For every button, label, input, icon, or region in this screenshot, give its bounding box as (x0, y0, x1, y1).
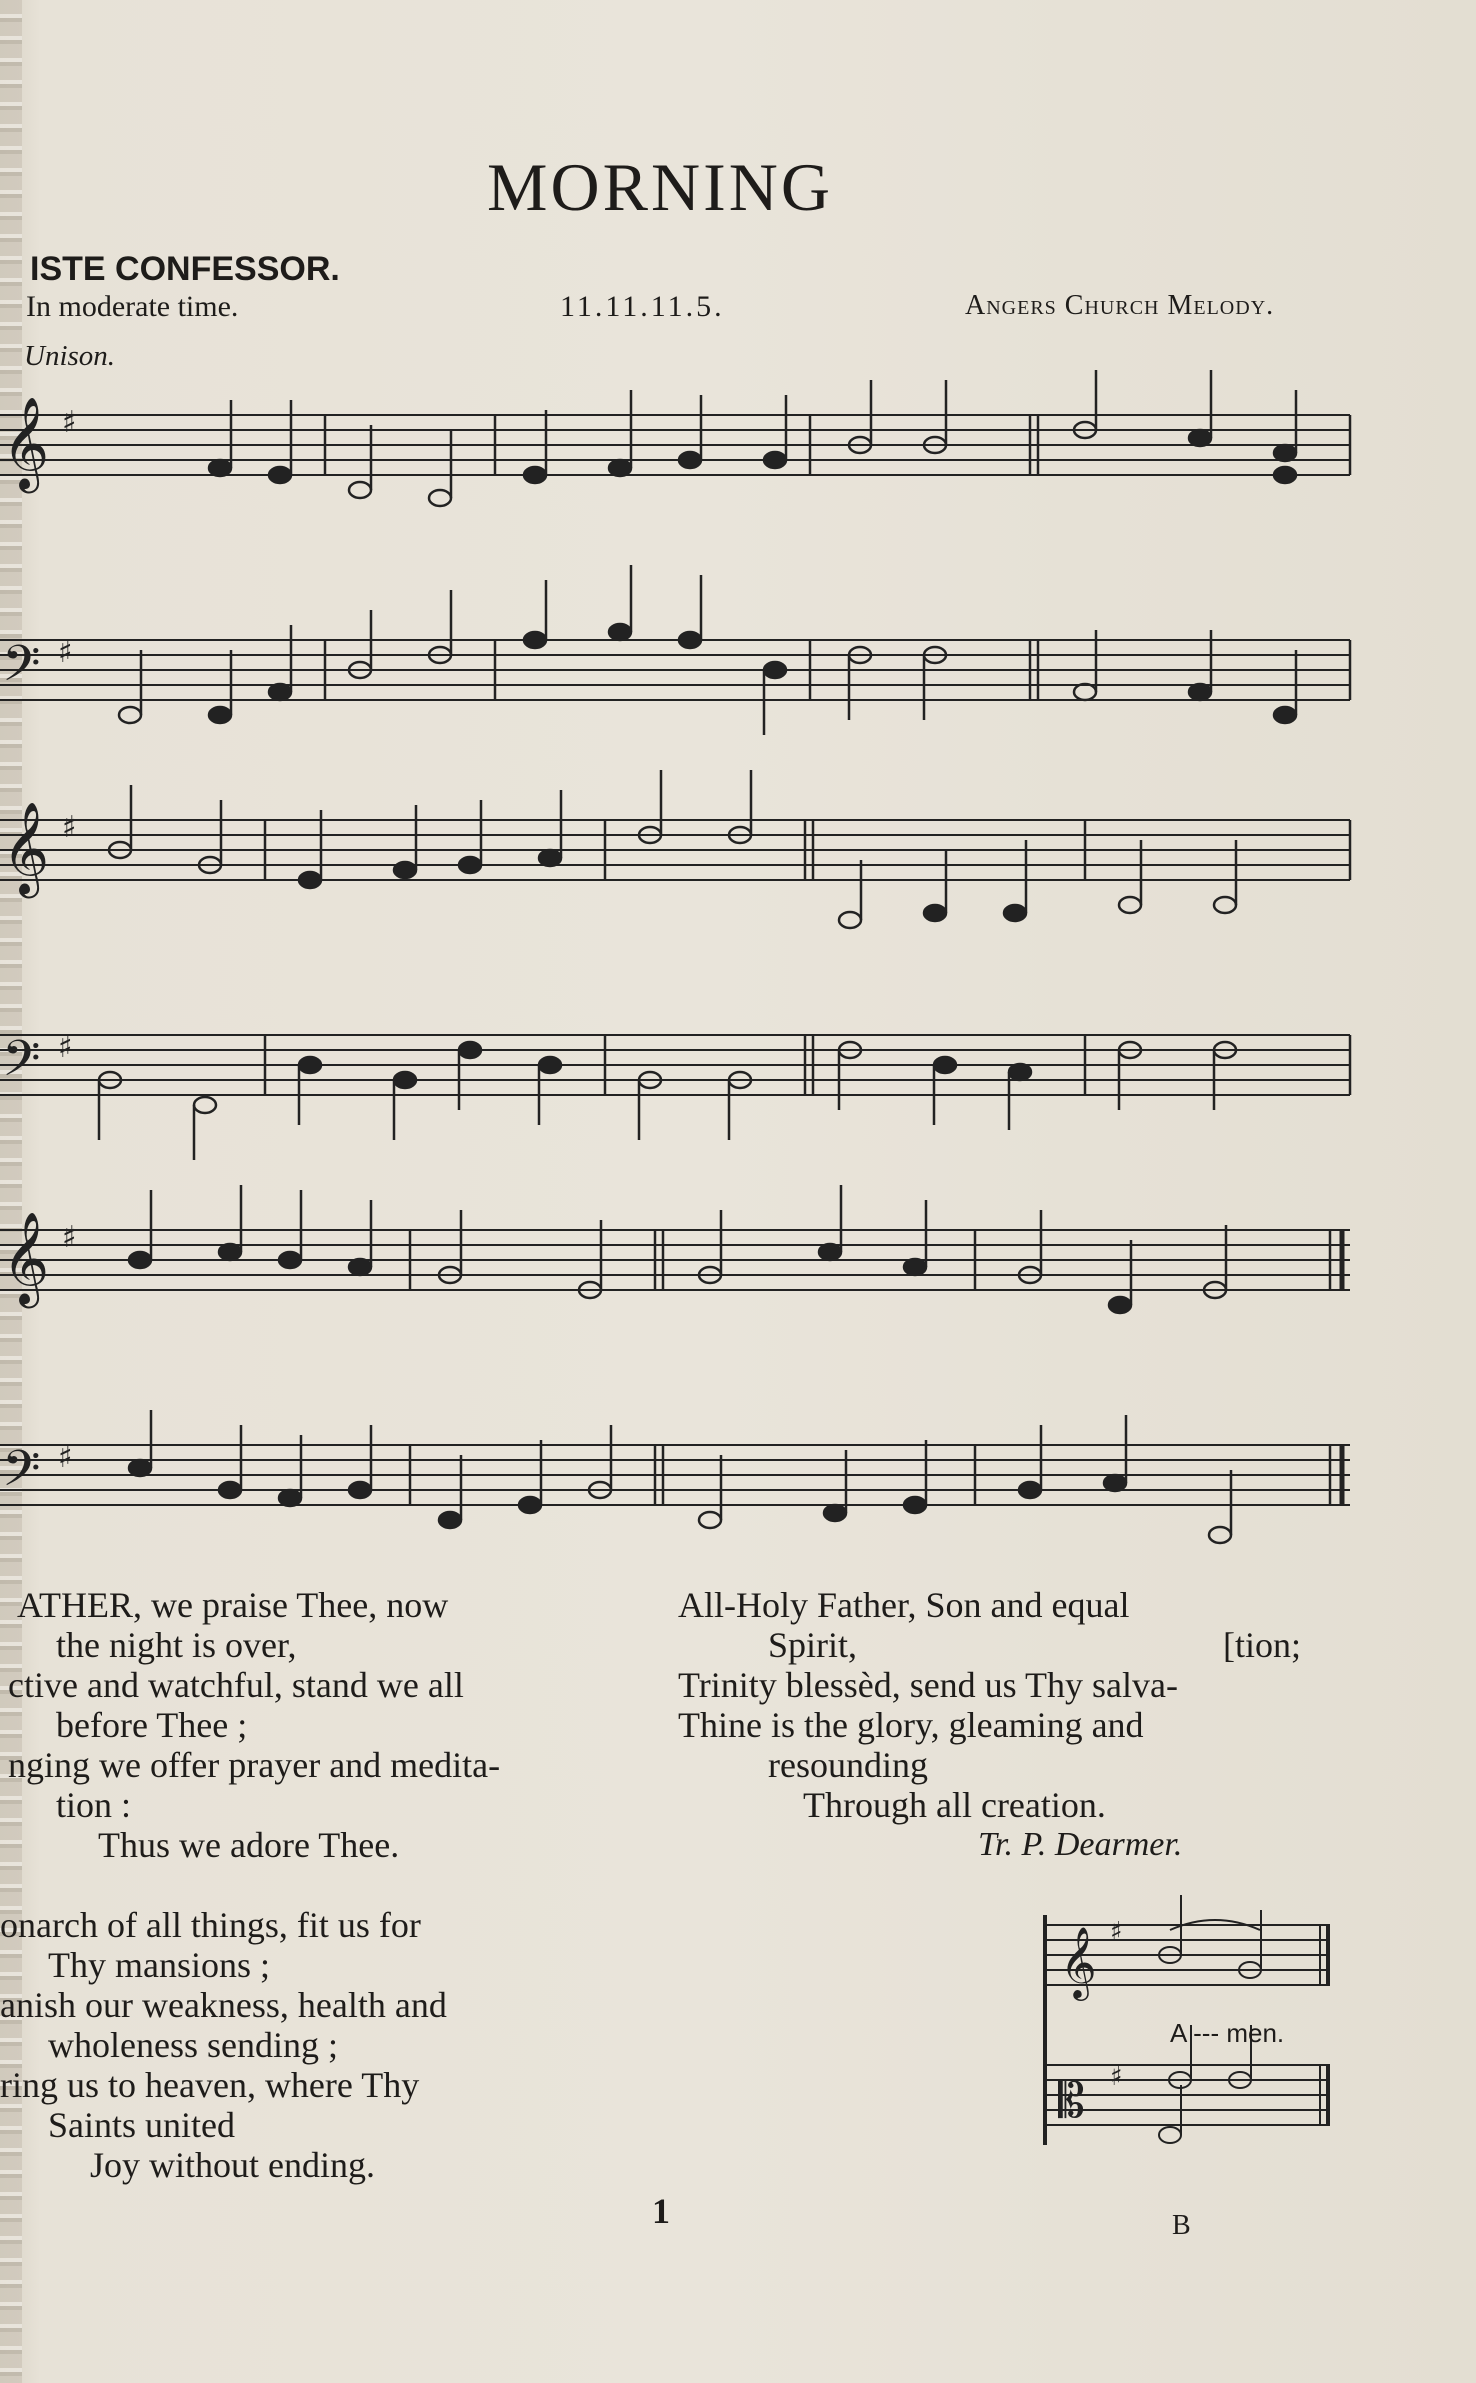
verse-line-part: [tion; (1223, 1625, 1301, 1665)
verse-line: Thine is the glory, gleaming and (678, 1705, 1144, 1745)
verse-line: resounding (768, 1745, 928, 1785)
music-score (0, 370, 1476, 1570)
verse-line: Trinity blessèd, send us Thy salva- (678, 1665, 1178, 1705)
svg-text:♯: ♯ (58, 1440, 73, 1475)
svg-text:♯: ♯ (58, 635, 73, 670)
svg-text:♯: ♯ (1110, 2062, 1123, 2092)
verse-line: ctive and watchful, stand we all (8, 1665, 464, 1705)
svg-text:♯: ♯ (62, 810, 77, 845)
hymn-tune-name: ISTE CONFESSOR. (30, 250, 340, 288)
svg-text:♯: ♯ (58, 1030, 73, 1065)
staff-system-1-bass (0, 640, 1350, 700)
verse-line: wholeness sending ; (48, 2025, 338, 2065)
verse-line: Thus we adore Thee. (98, 1825, 400, 1865)
amen-text: A --- men. (1170, 2018, 1285, 2048)
signature-mark: B (1172, 2210, 1191, 2241)
svg-text:♯: ♯ (62, 1220, 77, 1255)
verse-line: ring us to heaven, where Thy (0, 2065, 420, 2105)
tempo-marking: In moderate time. (26, 290, 239, 323)
verse-line: anish our weakness, health and (0, 1985, 447, 2025)
svg-text:𝄞: 𝄞 (2, 396, 50, 489)
page-number: 1 (652, 2191, 670, 2231)
verse-line: tion : (56, 1785, 132, 1825)
svg-text:♯: ♯ (1110, 1917, 1123, 1947)
verse-3 (678, 1585, 1301, 1865)
verse-line: Joy without ending. (90, 2145, 375, 2185)
svg-text:𝄡: 𝄡 (1058, 2073, 1085, 2129)
svg-text:𝄢: 𝄢 (2, 1030, 41, 1100)
verse-line: All-Holy Father, Son and equal (678, 1585, 1130, 1625)
unison-marking: Unison. (24, 340, 116, 372)
verse-line: Thy mansions ; (48, 1945, 270, 1985)
page-title: MORNING (487, 149, 833, 225)
verse-2 (0, 1905, 447, 2185)
translator-credit: Tr. P. Dearmer. (978, 1826, 1183, 1863)
svg-text:𝄞: 𝄞 (2, 1211, 50, 1304)
svg-text:♯: ♯ (62, 405, 77, 440)
svg-text:𝄞: 𝄞 (2, 801, 50, 894)
verse-line: Through all creation. (803, 1785, 1106, 1825)
verse-line-part: Spirit, (768, 1625, 858, 1665)
svg-text:𝄢: 𝄢 (2, 1440, 41, 1510)
svg-text:𝄞: 𝄞 (1060, 1925, 1097, 1998)
verse-1 (8, 1585, 500, 1865)
verse-line: ATHER, we praise Thee, now (8, 1585, 449, 1625)
verse-line (678, 1625, 1301, 1665)
meter: 11.11.11.5. (560, 290, 725, 323)
staff-system-1-treble (0, 415, 1350, 475)
verse-line: before Thee ; (56, 1705, 248, 1745)
verse-line: Saints united (48, 2105, 235, 2145)
verse-line: onarch of all things, fit us for (0, 1905, 421, 1945)
verse-line: the night is over, (56, 1625, 297, 1665)
verse-line: nging we offer prayer and medita- (8, 1745, 501, 1785)
svg-text:𝄢: 𝄢 (2, 635, 41, 705)
melody-source: Angers Church Melody. (965, 290, 1275, 321)
